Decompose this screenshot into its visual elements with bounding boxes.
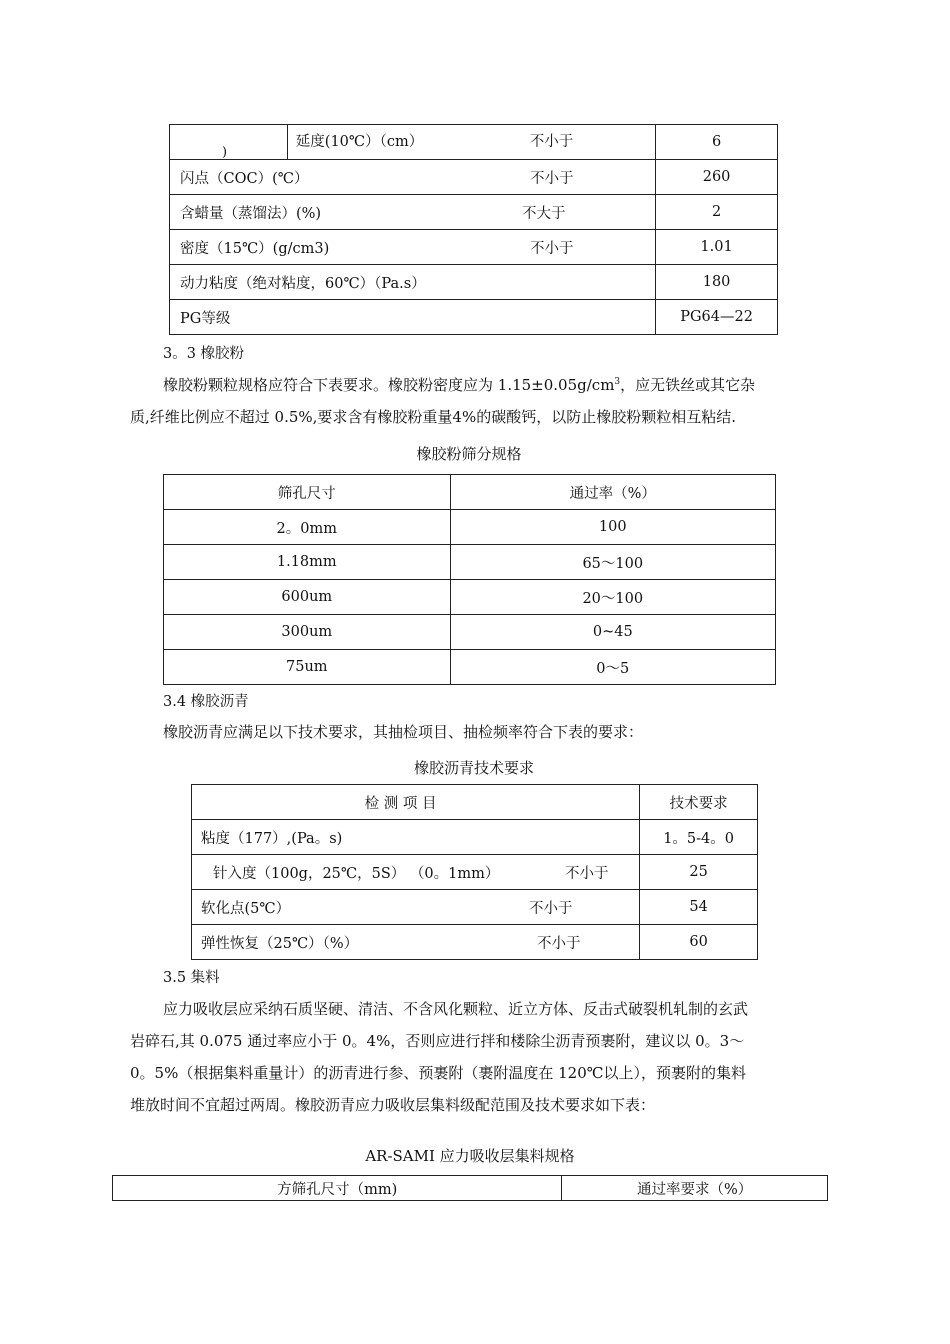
test-condition: 不小于 [537,936,581,952]
property-condition: 不大于 [522,206,566,222]
requirement-value: 1。5-4。0 [640,820,758,855]
table-row [164,580,776,615]
sieve-size: 300um [164,615,451,650]
test-condition: 不小于 [529,901,573,917]
paragraph [130,993,830,1121]
table-row [170,230,778,265]
table-cell [170,195,656,230]
stray-paren: ) [222,145,228,160]
table-caption: 橡胶粉筛分规格 [416,445,522,463]
test-item: 弹性恢复（25℃）（%） [201,936,359,952]
table-header-row [164,475,776,510]
table-row [170,195,778,230]
section-heading: 3.4 橡胶沥青 [163,694,249,710]
test-item: 软化点(5℃） [201,901,291,917]
test-item: 粘度（177）,(Pa。s) [201,831,343,847]
rubber-asphalt-requirements-table [191,784,758,960]
paragraph-line [130,366,830,401]
rubber-powder-sieve-table [163,474,776,685]
requirement-value: 54 [640,890,758,925]
table-row [170,265,778,300]
aggregate-gradation-table [112,1175,828,1201]
pass-rate: 0～5 [450,650,775,685]
column-header: 方筛孔尺寸（mm) [113,1176,562,1201]
paragraph-line: 0。5%（根据集料重量计）的沥青进行参、预裹附（裹附温度在 120℃以上），预裹附的集料 [130,1064,747,1082]
table-cell [170,125,288,160]
sieve-size: 2。0mm [164,510,451,545]
property-label: 闪点（COC）(℃） [180,171,309,187]
table-row [192,890,758,925]
table-row [192,855,758,890]
table-row [170,160,778,195]
sieve-size: 600um [164,580,451,615]
test-item: 针入度（100g，25℃，5S） （0。1mm） [213,866,500,882]
paragraph-line: 质,纤维比例应不超过 0.5%,要求含有橡胶粉重量4%的碳酸钙，以防止橡胶粉颗粒相互粘结. [130,408,736,426]
pass-rate: 20～100 [450,580,775,615]
property-condition: 不小于 [530,171,574,187]
property-label: PG等级 [180,311,231,327]
table-caption: 橡胶沥青技术要求 [413,759,534,777]
table-row [164,510,776,545]
asphalt-properties-table [169,124,778,335]
property-condition: 不小于 [529,134,574,150]
requirement-value: 60 [640,925,758,960]
table-row [192,820,758,855]
column-header: 通过率要求（%） [562,1176,828,1201]
paragraph-line: 堆放时间不宜超过两周。橡胶沥青应力吸收层集料级配范围及技术要求如下表： [130,1096,656,1114]
table-row [164,615,776,650]
table-row [192,925,758,960]
property-label: 延度(10℃）（cm） [295,134,424,150]
table-cell [192,855,640,890]
text-span: 橡胶粉颗粒规格应符合下表要求。橡胶粉密度应为 1.15±0.05g/cm [163,376,615,394]
table-cell [192,820,640,855]
paragraph-line: 岩碎石,其 0.075 通过率应小于 0。4%，否则应进行拌和楼除尘沥青预裹附，建议以 0。3～ [130,1032,745,1050]
property-value: 260 [656,160,778,195]
requirement-value: 25 [640,855,758,890]
property-value: 1.01 [656,230,778,265]
table-header-row [192,785,758,820]
paragraph: 橡胶沥青应满足以下技术要求，其抽检项目、抽检频率符合下表的要求： [163,723,644,741]
column-header: 通过率（%） [450,475,775,510]
property-value: PG64—22 [656,300,778,335]
sieve-size: 75um [164,650,451,685]
property-condition: 不小于 [530,241,574,257]
table-header-row [113,1176,828,1201]
superscript: 3 [614,377,621,387]
property-value: 180 [656,265,778,300]
text-span: ，应无铁丝或其它杂 [620,376,756,394]
table-cell [170,265,656,300]
property-value: 2 [656,195,778,230]
test-condition: 不小于 [565,866,609,882]
table-row [170,125,778,160]
section-heading: 3.5 集料 [163,970,220,986]
pass-rate: 100 [450,510,775,545]
table-row [170,300,778,335]
table-cell [192,890,640,925]
table-cell [170,300,656,335]
table-caption: AR-SAMI 应力吸收层集料规格 [365,1147,575,1165]
property-value: 6 [656,125,778,160]
table-cell [192,925,640,960]
table-cell [170,160,656,195]
property-label: 含蜡量（蒸馏法）(%) [180,206,322,222]
table-row [164,545,776,580]
pass-rate: 0~45 [450,615,775,650]
table-cell [287,125,655,160]
property-label: 动力粘度（绝对粘度，60℃）（Pa.s） [180,276,426,292]
paragraph-line: 应力吸收层应采纳石质坚硬、清洁、不含风化颗粒、近立方体、反击式破裂机轧制的玄武 [163,1000,749,1018]
paragraph [130,366,830,433]
column-header: 检 测 项 目 [192,785,640,820]
column-header: 筛孔尺寸 [164,475,451,510]
sieve-size: 1.18mm [164,545,451,580]
section-heading: 3。3 橡胶粉 [163,346,245,362]
table-cell [170,230,656,265]
pass-rate: 65～100 [450,545,775,580]
property-label: 密度（15℃）(g/cm3) [180,241,330,257]
table-row [164,650,776,685]
column-header: 技术要求 [640,785,758,820]
